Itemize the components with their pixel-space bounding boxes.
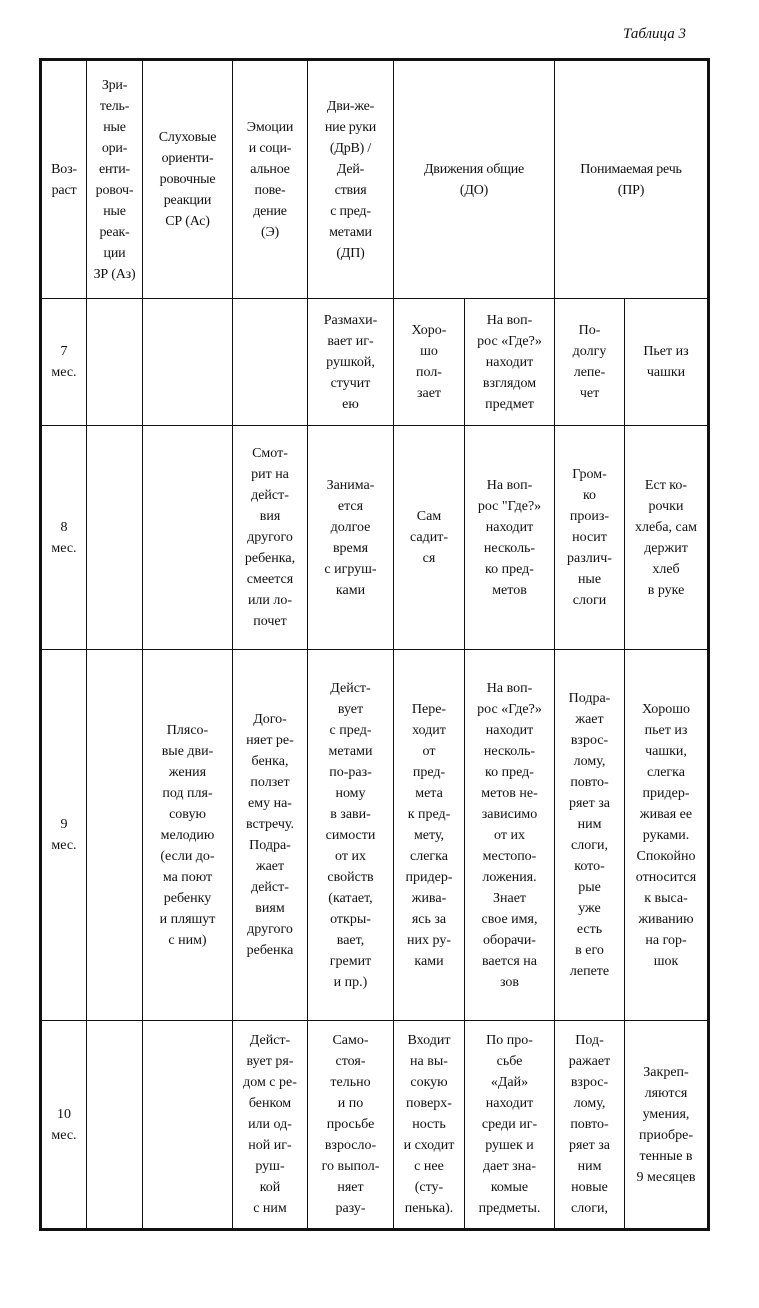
header-hand-movements: Дви-же- ние руки (ДрВ) / Дей- ствия с пред- метами (ДП) <box>308 60 394 299</box>
speech-cell-b: Ест ко- рочки хлеба, сам держит хлеб в руке <box>625 426 709 650</box>
hearing-cell <box>143 426 233 650</box>
vision-cell <box>87 299 143 426</box>
age-cell: 8 мес. <box>41 426 87 650</box>
vision-cell <box>87 650 143 1021</box>
header-visual-reactions: Зри- тель- ные ори- енти- ровоч- ные реак- ции ЗР (Аз) <box>87 60 143 299</box>
emotions-cell <box>233 299 308 426</box>
speech-cell-a: По- долгу лепе- чет <box>555 299 625 426</box>
speech-cell-a: Подра- жает взрос- лому, повто- ряет за ним слоги, кото- рые уже есть в его лепете <box>555 650 625 1021</box>
movement-cell-b: На воп- рос «Где?» находит взглядом предмет <box>465 299 555 426</box>
header-age: Воз- раст <box>41 60 87 299</box>
header-row <box>41 60 709 299</box>
movement-cell-a: Сам садит- ся <box>394 426 465 650</box>
movement-cell-a: Пере- ходит от пред- мета к пред- мету, слегка придер- жива- ясь за них ру- ками <box>394 650 465 1021</box>
hands-cell: Дейст- вует с пред- метами по-раз- ному в зави- симости от их свойств (катает, откры- вает, гремит и пр.) <box>308 650 394 1021</box>
vision-cell <box>87 1021 143 1230</box>
speech-cell-b: Пьет из чашки <box>625 299 709 426</box>
emotions-cell: Дейст- вует ря- дом с ре- бенком или од- ной иг- руш- кой с ним <box>233 1021 308 1230</box>
emotions-cell: Дого- няет ре- бенка, ползет ему на- встречу. Подра- жает дейст- виям другого ребенка <box>233 650 308 1021</box>
header-auditory-reactions: Слуховые ориенти- ровочные реакции СР (Ас) <box>143 60 233 299</box>
hearing-cell <box>143 299 233 426</box>
movement-cell-b: На воп- рос «Где?» находит несколь- ко пред- метов не- зависимо от их местопо- ложения. Знает свое имя, оборачи- вается на зов <box>465 650 555 1021</box>
speech-cell-b: Закреп- ляются умения, приобре- тенные в 9 месяцев <box>625 1021 709 1230</box>
header-emotions: Эмоции и соци- альное пове- дение (Э) <box>233 60 308 299</box>
vision-cell <box>87 426 143 650</box>
table-row <box>41 426 709 650</box>
movement-cell-b: По про- сьбе «Дай» находит среди иг- рушек и дает зна- комые предметы. <box>465 1021 555 1230</box>
speech-cell-a: Гром- ко произ- носит различ- ные слоги <box>555 426 625 650</box>
development-table <box>39 58 710 1231</box>
movement-cell-b: На воп- рос "Где?» находит несколь- ко пред- метов <box>465 426 555 650</box>
age-cell: 10 мес. <box>41 1021 87 1230</box>
movement-cell-a: Входит на вы- сокую поверх- ность и сходит с нее (сту- пенька). <box>394 1021 465 1230</box>
table-caption: Таблица 3 <box>623 26 686 42</box>
speech-cell-a: Под- ражает взрос- лому, повто- ряет за ним новые слоги, <box>555 1021 625 1230</box>
table-row <box>41 299 709 426</box>
hands-cell: Само- стоя- тельно и по просьбе взросло- го выпол- няет разу- <box>308 1021 394 1230</box>
table-row <box>41 1021 709 1230</box>
hearing-cell <box>143 1021 233 1230</box>
header-general-movements: Движения общие (ДО) <box>394 60 555 299</box>
age-cell: 9 мес. <box>41 650 87 1021</box>
hearing-cell: Плясо- вые дви- жения под пля- совую мелодию (если до- ма поют ребенку и пляшут с ним) <box>143 650 233 1021</box>
movement-cell-a: Хоро- шо пол- зает <box>394 299 465 426</box>
table-row <box>41 650 709 1021</box>
hands-cell: Занима- ется долгое время с игруш- ками <box>308 426 394 650</box>
hands-cell: Размахи- вает иг- рушкой, стучит ею <box>308 299 394 426</box>
emotions-cell: Смот- рит на дейст- вия другого ребенка, смеется или ло- почет <box>233 426 308 650</box>
speech-cell-b: Хорошо пьет из чашки, слегка придер- живая ее руками. Спокойно относится к выса- живанию на гор- шок <box>625 650 709 1021</box>
header-understood-speech: Понимаемая речь (ПР) <box>555 60 709 299</box>
age-cell: 7 мес. <box>41 299 87 426</box>
